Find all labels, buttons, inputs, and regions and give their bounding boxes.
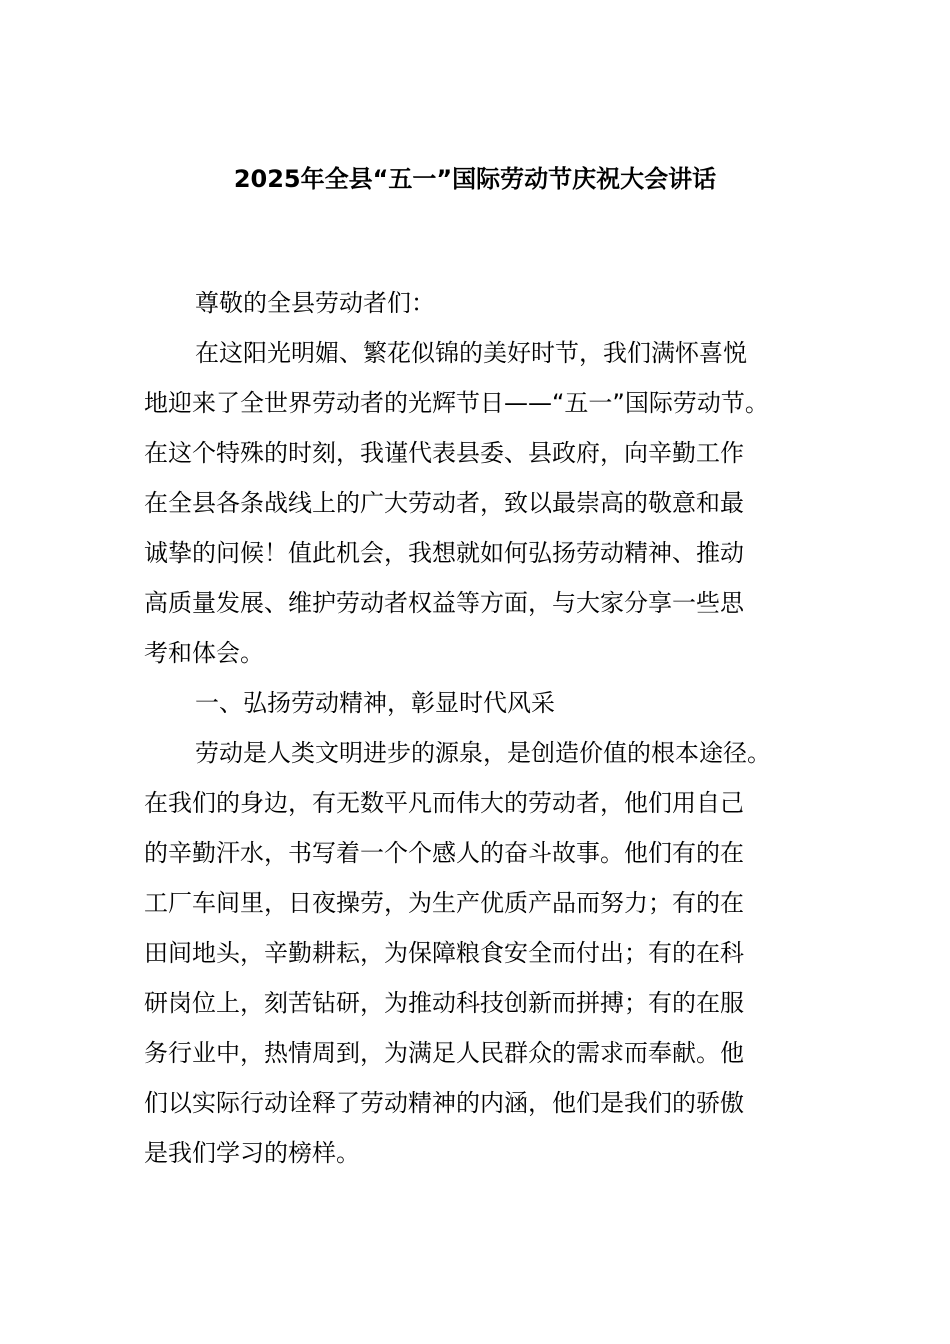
paragraph-line: 的辛勤汗水，书写着一个个感人的奋斗故事。他们有的在 [144,839,744,867]
paragraph-line: 在这阳光明媚、繁花似锦的美好时节，我们满怀喜悦 [195,339,747,367]
document-title: 2025年全县“五一”国际劳动节庆祝大会讲话 [233,165,717,193]
paragraph-line: 研岗位上，刻苦钻研，为推动科技创新而拼搏；有的在服 [144,989,744,1017]
paragraph-line: 在这个特殊的时刻，我谨代表县委、县政府，向辛勤工作 [144,439,744,467]
paragraph-line: 高质量发展、维护劳动者权益等方面，与大家分享一些思 [144,589,744,617]
paragraph-line: 是我们学习的榜样。 [144,1139,360,1167]
paragraph-line: 地迎来了全世界劳动者的光辉节日——“五一”国际劳动节。 [144,389,769,417]
document-body [144,278,816,1178]
paragraph-line: 务行业中，热情周到，为满足人民群众的需求而奉献。他 [144,1039,744,1067]
paragraph-line: 工厂车间里，日夜操劳，为生产优质产品而努力；有的在 [144,889,744,917]
paragraph-line: 考和体会。 [144,639,264,667]
paragraph-line: 诚挚的问候！值此机会，我想就如何弘扬劳动精神、推动 [144,539,744,567]
paragraph-line: 在全县各条战线上的广大劳动者，致以最崇高的敬意和最 [144,489,744,517]
paragraph-line: 劳动是人类文明进步的源泉，是创造价值的根本途径。 [195,739,771,767]
salutation-line: 尊敬的全县劳动者们： [195,289,435,317]
paragraph-line: 田间地头，辛勤耕耘，为保障粮食安全而付出；有的在科 [144,939,744,967]
paragraph-line: 在我们的身边，有无数平凡而伟大的劳动者，他们用自己 [144,789,744,817]
paragraph-line: 们以实际行动诠释了劳动精神的内涵，他们是我们的骄傲 [144,1089,744,1117]
section-heading: 一、弘扬劳动精神，彰显时代风采 [195,689,555,717]
